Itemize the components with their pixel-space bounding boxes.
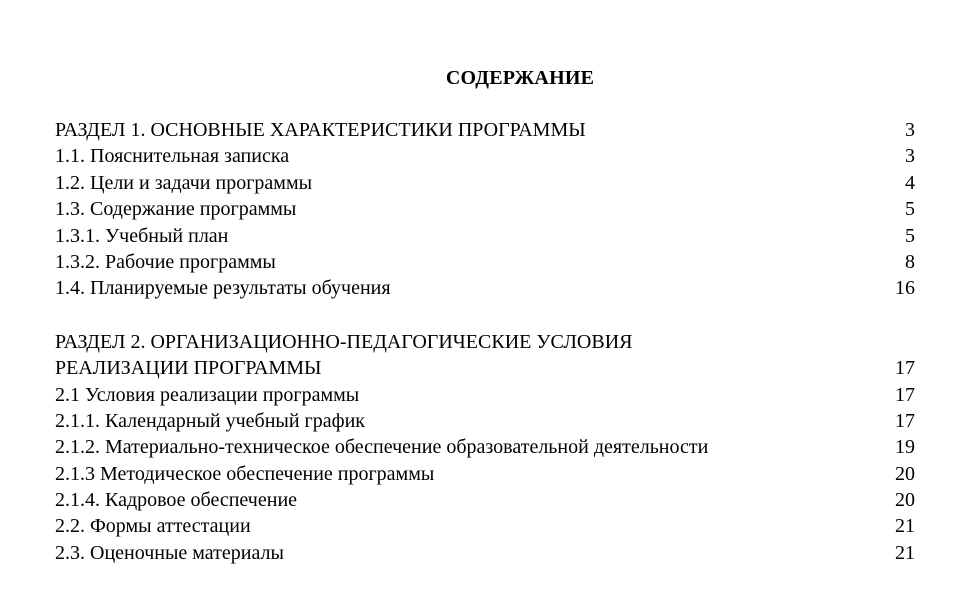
toc-entry[interactable] — [55, 434, 915, 460]
toc-entry-label: 2.3. Оценочные материалы — [55, 541, 284, 564]
toc-entry-page: 3 — [905, 145, 915, 168]
toc-entry[interactable] — [55, 170, 915, 196]
toc-entry-label: 2.1.3 Методическое обеспечение программы — [55, 462, 435, 485]
toc-entry-page: 20 — [895, 489, 915, 512]
toc-entry-label: 2.1.2. Материально-техническое обеспечение образовательной деятельности — [55, 436, 709, 459]
toc-entry-page: 16 — [895, 277, 915, 300]
toc-entry-page: 5 — [905, 224, 915, 247]
toc-entry[interactable] — [55, 275, 915, 301]
toc-section-2-heading-line1[interactable]: РАЗДЕЛ 2. ОРГАНИЗАЦИОННО-ПЕДАГОГИЧЕСКИЕ УСЛОВИЯ — [55, 330, 633, 353]
toc-entry[interactable] — [55, 143, 915, 169]
toc-entry[interactable] — [55, 487, 915, 513]
toc-entry[interactable] — [55, 196, 915, 222]
toc-entry-label: 2.1 Условия реализации программы — [55, 383, 360, 406]
toc-entry-page: 17 — [895, 409, 915, 432]
toc-entry-label: 1.3. Содержание программы — [55, 198, 297, 221]
toc-section-2-heading[interactable] — [55, 355, 915, 381]
toc-entry-page: 21 — [895, 515, 915, 538]
toc-entry-label: 1.4. Планируемые результаты обучения — [55, 277, 391, 300]
toc-section-1-heading[interactable] — [55, 117, 915, 143]
toc-entry[interactable] — [55, 382, 915, 408]
toc-entry[interactable] — [55, 461, 915, 487]
toc-entry-label: 2.1.4. Кадровое обеспечение — [55, 489, 298, 512]
toc-entry[interactable] — [55, 408, 915, 434]
toc-entry[interactable] — [55, 540, 915, 566]
toc-entry-label: 1.3.2. Рабочие программы — [55, 250, 276, 273]
toc-entry-page: 21 — [895, 541, 915, 564]
toc-entry[interactable] — [55, 223, 915, 249]
toc-entry-label: 1.1. Пояснительная записка — [55, 145, 290, 168]
toc-entry-label: РАЗДЕЛ 1. ОСНОВНЫЕ ХАРАКТЕРИСТИКИ ПРОГРАММЫ — [55, 119, 586, 141]
toc-entry-page: 20 — [895, 462, 915, 485]
toc-entry-page: 17 — [895, 357, 915, 380]
toc-entry-label: 2.2. Формы аттестации — [55, 515, 251, 538]
toc-entry-page: 3 — [905, 119, 915, 141]
table-of-contents — [55, 117, 915, 566]
toc-entry[interactable] — [55, 513, 915, 539]
toc-entry-page: 17 — [895, 383, 915, 406]
toc-entry-label: 1.3.1. Учебный план — [55, 224, 229, 247]
toc-entry-page: 5 — [905, 198, 915, 221]
toc-entry-page: 19 — [895, 436, 915, 459]
page-title: СОДЕРЖАНИЕ — [445, 67, 595, 89]
toc-entry-label: 2.1.1. Календарный учебный график — [55, 409, 365, 432]
toc-entry-label: 1.2. Цели и задачи программы — [55, 171, 313, 194]
toc-entry-page: 4 — [905, 171, 915, 194]
toc-entry[interactable] — [55, 249, 915, 275]
toc-entry-label: РЕАЛИЗАЦИИ ПРОГРАММЫ — [55, 357, 322, 380]
toc-entry-page: 8 — [905, 250, 915, 273]
section-spacer — [55, 302, 915, 329]
